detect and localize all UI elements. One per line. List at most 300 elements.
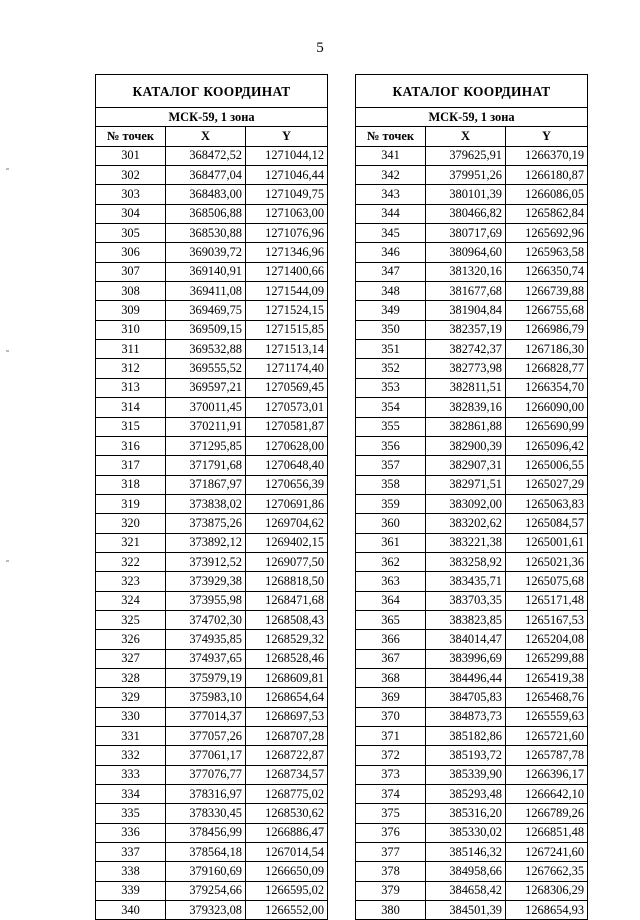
point-number-cell: 366 [356, 630, 426, 649]
y-coordinate-cell: 1266986,79 [506, 320, 588, 339]
x-coordinate-cell: 368483,00 [166, 185, 246, 204]
y-coordinate-cell: 1266370,19 [506, 146, 588, 165]
table-row [96, 146, 328, 165]
table-row [96, 340, 328, 359]
x-coordinate-cell: 371791,68 [166, 456, 246, 475]
x-coordinate-cell: 384658,42 [426, 881, 506, 900]
x-coordinate-cell: 382773,98 [426, 359, 506, 378]
table-row [356, 494, 588, 513]
table-row [356, 746, 588, 765]
table-row [96, 804, 328, 823]
point-number-cell: 358 [356, 475, 426, 494]
y-coordinate-cell: 1266595,02 [246, 881, 328, 900]
point-number-cell: 353 [356, 378, 426, 397]
y-coordinate-cell: 1271544,09 [246, 282, 328, 301]
table-row [356, 823, 588, 842]
x-coordinate-cell: 383996,69 [426, 649, 506, 668]
y-coordinate-cell: 1269077,50 [246, 552, 328, 571]
point-number-cell: 329 [96, 688, 166, 707]
point-number-cell: 356 [356, 436, 426, 455]
point-number-cell: 310 [96, 320, 166, 339]
table-row [96, 301, 328, 320]
x-coordinate-cell: 382861,88 [426, 417, 506, 436]
x-coordinate-cell: 383221,38 [426, 533, 506, 552]
x-coordinate-cell: 369509,15 [166, 320, 246, 339]
point-number-cell: 312 [96, 359, 166, 378]
margin-mark [6, 350, 9, 352]
y-coordinate-cell: 1268697,53 [246, 707, 328, 726]
table-row [356, 765, 588, 784]
table-row [356, 282, 588, 301]
table-row [356, 843, 588, 862]
table-row [356, 262, 588, 281]
y-coordinate-cell: 1271049,75 [246, 185, 328, 204]
coordinates-table-right [355, 74, 588, 920]
x-coordinate-cell: 384496,44 [426, 668, 506, 687]
table-row [96, 417, 328, 436]
table-row [356, 514, 588, 533]
y-coordinate-cell: 1271174,40 [246, 359, 328, 378]
point-number-cell: 357 [356, 456, 426, 475]
point-number-cell: 375 [356, 804, 426, 823]
x-coordinate-cell: 379254,66 [166, 881, 246, 900]
y-coordinate-cell: 1266851,48 [506, 823, 588, 842]
y-coordinate-cell: 1270656,39 [246, 475, 328, 494]
table-row [356, 417, 588, 436]
table-row [96, 591, 328, 610]
point-number-cell: 344 [356, 204, 426, 223]
point-number-cell: 318 [96, 475, 166, 494]
table-row [356, 610, 588, 629]
point-number-cell: 333 [96, 765, 166, 784]
table-row [96, 843, 328, 862]
table-row [96, 765, 328, 784]
column-header-x: X [426, 127, 506, 146]
table-row [96, 456, 328, 475]
table-body [96, 146, 328, 920]
point-number-cell: 377 [356, 843, 426, 862]
point-number-cell: 359 [356, 494, 426, 513]
point-number-cell: 347 [356, 262, 426, 281]
y-coordinate-cell: 1268508,43 [246, 610, 328, 629]
y-coordinate-cell: 1266650,09 [246, 862, 328, 881]
table-row [356, 166, 588, 185]
x-coordinate-cell: 373955,98 [166, 591, 246, 610]
y-coordinate-cell: 1268654,93 [506, 901, 588, 920]
point-number-cell: 338 [96, 862, 166, 881]
point-number-cell: 313 [96, 378, 166, 397]
point-number-cell: 378 [356, 862, 426, 881]
table-row [356, 320, 588, 339]
point-number-cell: 343 [356, 185, 426, 204]
y-coordinate-cell: 1271346,96 [246, 243, 328, 262]
y-coordinate-cell: 1268707,28 [246, 727, 328, 746]
table-row [356, 552, 588, 571]
table-row [96, 785, 328, 804]
point-number-cell: 349 [356, 301, 426, 320]
x-coordinate-cell: 368530,88 [166, 224, 246, 243]
x-coordinate-cell: 380964,60 [426, 243, 506, 262]
y-coordinate-cell: 1266828,77 [506, 359, 588, 378]
y-coordinate-cell: 1265419,38 [506, 668, 588, 687]
table-title: КАТАЛОГ КООРДИНАТ [356, 75, 588, 108]
x-coordinate-cell: 385330,02 [426, 823, 506, 842]
x-coordinate-cell: 374935,85 [166, 630, 246, 649]
x-coordinate-cell: 383435,71 [426, 572, 506, 591]
y-coordinate-cell: 1268306,29 [506, 881, 588, 900]
point-number-cell: 323 [96, 572, 166, 591]
point-number-cell: 379 [356, 881, 426, 900]
point-number-cell: 325 [96, 610, 166, 629]
point-number-cell: 365 [356, 610, 426, 629]
y-coordinate-cell: 1266086,05 [506, 185, 588, 204]
point-number-cell: 350 [356, 320, 426, 339]
y-coordinate-cell: 1265299,88 [506, 649, 588, 668]
x-coordinate-cell: 378456,99 [166, 823, 246, 842]
y-coordinate-cell: 1265559,63 [506, 707, 588, 726]
table-row [96, 649, 328, 668]
x-coordinate-cell: 380717,69 [426, 224, 506, 243]
table-row [96, 901, 328, 920]
point-number-cell: 367 [356, 649, 426, 668]
y-coordinate-cell: 1265690,99 [506, 417, 588, 436]
x-coordinate-cell: 383202,62 [426, 514, 506, 533]
table-row [356, 224, 588, 243]
point-number-cell: 380 [356, 901, 426, 920]
table-row [96, 610, 328, 629]
y-coordinate-cell: 1269402,15 [246, 533, 328, 552]
y-coordinate-cell: 1268528,46 [246, 649, 328, 668]
y-coordinate-cell: 1265963,58 [506, 243, 588, 262]
table-row [96, 494, 328, 513]
table-row [356, 436, 588, 455]
column-header-point: № точек [356, 127, 426, 146]
point-number-cell: 374 [356, 785, 426, 804]
point-number-cell: 304 [96, 204, 166, 223]
x-coordinate-cell: 371867,97 [166, 475, 246, 494]
x-coordinate-cell: 377057,26 [166, 727, 246, 746]
x-coordinate-cell: 385316,20 [426, 804, 506, 823]
y-coordinate-cell: 1271515,85 [246, 320, 328, 339]
point-number-cell: 354 [356, 398, 426, 417]
y-coordinate-cell: 1271524,15 [246, 301, 328, 320]
y-coordinate-cell: 1268609,81 [246, 668, 328, 687]
table-row [96, 378, 328, 397]
table-row [96, 668, 328, 687]
point-number-cell: 327 [96, 649, 166, 668]
table-row [96, 630, 328, 649]
point-number-cell: 364 [356, 591, 426, 610]
y-coordinate-cell: 1270691,86 [246, 494, 328, 513]
y-coordinate-cell: 1271076,96 [246, 224, 328, 243]
y-coordinate-cell: 1265084,57 [506, 514, 588, 533]
margin-mark [6, 168, 9, 170]
y-coordinate-cell: 1270573,01 [246, 398, 328, 417]
y-coordinate-cell: 1266886,47 [246, 823, 328, 842]
point-number-cell: 372 [356, 746, 426, 765]
column-header-y: Y [246, 127, 328, 146]
x-coordinate-cell: 377061,17 [166, 746, 246, 765]
y-coordinate-cell: 1268529,32 [246, 630, 328, 649]
point-number-cell: 331 [96, 727, 166, 746]
y-coordinate-cell: 1266090,00 [506, 398, 588, 417]
x-coordinate-cell: 378330,45 [166, 804, 246, 823]
table-row [356, 572, 588, 591]
table-row [356, 881, 588, 900]
y-coordinate-cell: 1268654,64 [246, 688, 328, 707]
point-number-cell: 348 [356, 282, 426, 301]
x-coordinate-cell: 380466,82 [426, 204, 506, 223]
y-coordinate-cell: 1271046,44 [246, 166, 328, 185]
y-coordinate-cell: 1267186,30 [506, 340, 588, 359]
table-row [356, 862, 588, 881]
point-number-cell: 337 [96, 843, 166, 862]
table-row [96, 436, 328, 455]
x-coordinate-cell: 379951,26 [426, 166, 506, 185]
y-coordinate-cell: 1269704,62 [246, 514, 328, 533]
y-coordinate-cell: 1270581,87 [246, 417, 328, 436]
point-number-cell: 305 [96, 224, 166, 243]
y-coordinate-cell: 1265027,29 [506, 475, 588, 494]
y-coordinate-cell: 1265204,08 [506, 630, 588, 649]
point-number-cell: 306 [96, 243, 166, 262]
column-header-x: X [166, 127, 246, 146]
x-coordinate-cell: 369140,91 [166, 262, 246, 281]
y-coordinate-cell: 1265721,60 [506, 727, 588, 746]
y-coordinate-cell: 1267241,60 [506, 843, 588, 862]
page-number: 5 [316, 40, 324, 56]
table-row [96, 707, 328, 726]
x-coordinate-cell: 369039,72 [166, 243, 246, 262]
point-number-cell: 319 [96, 494, 166, 513]
table-row [356, 456, 588, 475]
x-coordinate-cell: 374937,65 [166, 649, 246, 668]
point-number-cell: 330 [96, 707, 166, 726]
table-row [356, 707, 588, 726]
y-coordinate-cell: 1265862,84 [506, 204, 588, 223]
point-number-cell: 346 [356, 243, 426, 262]
x-coordinate-cell: 384014,47 [426, 630, 506, 649]
x-coordinate-cell: 383823,85 [426, 610, 506, 629]
y-coordinate-cell: 1268818,50 [246, 572, 328, 591]
x-coordinate-cell: 373912,52 [166, 552, 246, 571]
x-coordinate-cell: 382811,51 [426, 378, 506, 397]
x-coordinate-cell: 371295,85 [166, 436, 246, 455]
table-row [96, 282, 328, 301]
x-coordinate-cell: 377014,37 [166, 707, 246, 726]
x-coordinate-cell: 374702,30 [166, 610, 246, 629]
x-coordinate-cell: 382839,16 [426, 398, 506, 417]
point-number-cell: 320 [96, 514, 166, 533]
x-coordinate-cell: 373929,38 [166, 572, 246, 591]
y-coordinate-cell: 1266552,00 [246, 901, 328, 920]
point-number-cell: 303 [96, 185, 166, 204]
table-row [96, 862, 328, 881]
point-number-cell: 342 [356, 166, 426, 185]
table-row [96, 727, 328, 746]
margin-mark [6, 560, 9, 562]
x-coordinate-cell: 379160,69 [166, 862, 246, 881]
point-number-cell: 370 [356, 707, 426, 726]
table-row [96, 359, 328, 378]
table-row [356, 668, 588, 687]
x-coordinate-cell: 384705,83 [426, 688, 506, 707]
table-row [356, 630, 588, 649]
x-coordinate-cell: 369597,21 [166, 378, 246, 397]
y-coordinate-cell: 1266180,87 [506, 166, 588, 185]
table-row [96, 533, 328, 552]
x-coordinate-cell: 368472,52 [166, 146, 246, 165]
y-coordinate-cell: 1268530,62 [246, 804, 328, 823]
point-number-cell: 309 [96, 301, 166, 320]
table-row [356, 727, 588, 746]
x-coordinate-cell: 382900,39 [426, 436, 506, 455]
x-coordinate-cell: 385339,90 [426, 765, 506, 784]
point-number-cell: 368 [356, 668, 426, 687]
x-coordinate-cell: 369411,08 [166, 282, 246, 301]
x-coordinate-cell: 382742,37 [426, 340, 506, 359]
point-number-cell: 371 [356, 727, 426, 746]
table-row [96, 572, 328, 591]
y-coordinate-cell: 1266739,88 [506, 282, 588, 301]
y-coordinate-cell: 1265096,42 [506, 436, 588, 455]
y-coordinate-cell: 1268734,57 [246, 765, 328, 784]
x-coordinate-cell: 379625,91 [426, 146, 506, 165]
x-coordinate-cell: 375979,19 [166, 668, 246, 687]
column-header-point: № точек [96, 127, 166, 146]
table-row [96, 398, 328, 417]
coordinates-table-left [95, 74, 328, 920]
table-row [356, 785, 588, 804]
table-row [356, 688, 588, 707]
table-row [96, 688, 328, 707]
table-row [356, 804, 588, 823]
x-coordinate-cell: 384958,66 [426, 862, 506, 881]
point-number-cell: 362 [356, 552, 426, 571]
point-number-cell: 324 [96, 591, 166, 610]
point-number-cell: 322 [96, 552, 166, 571]
table-row [356, 301, 588, 320]
x-coordinate-cell: 369532,88 [166, 340, 246, 359]
point-number-cell: 316 [96, 436, 166, 455]
point-number-cell: 334 [96, 785, 166, 804]
x-coordinate-cell: 368477,04 [166, 166, 246, 185]
x-coordinate-cell: 378564,18 [166, 843, 246, 862]
table-row [356, 901, 588, 920]
table-row [96, 243, 328, 262]
x-coordinate-cell: 370011,45 [166, 398, 246, 417]
y-coordinate-cell: 1265001,61 [506, 533, 588, 552]
x-coordinate-cell: 385182,86 [426, 727, 506, 746]
point-number-cell: 369 [356, 688, 426, 707]
table-zone: МСК-59, 1 зона [96, 108, 328, 127]
table-row [96, 746, 328, 765]
table-title: КАТАЛОГ КООРДИНАТ [96, 75, 328, 108]
table-row [96, 475, 328, 494]
table-row [356, 185, 588, 204]
point-number-cell: 326 [96, 630, 166, 649]
point-number-cell: 339 [96, 881, 166, 900]
point-number-cell: 355 [356, 417, 426, 436]
x-coordinate-cell: 385146,32 [426, 843, 506, 862]
point-number-cell: 307 [96, 262, 166, 281]
table-row [96, 224, 328, 243]
y-coordinate-cell: 1266642,10 [506, 785, 588, 804]
y-coordinate-cell: 1265167,53 [506, 610, 588, 629]
x-coordinate-cell: 375983,10 [166, 688, 246, 707]
x-coordinate-cell: 373838,02 [166, 494, 246, 513]
x-coordinate-cell: 383258,92 [426, 552, 506, 571]
y-coordinate-cell: 1268775,02 [246, 785, 328, 804]
table-row [96, 552, 328, 571]
table-row [96, 185, 328, 204]
y-coordinate-cell: 1265468,76 [506, 688, 588, 707]
table-row [356, 359, 588, 378]
point-number-cell: 345 [356, 224, 426, 243]
point-number-cell: 328 [96, 668, 166, 687]
x-coordinate-cell: 381677,68 [426, 282, 506, 301]
point-number-cell: 341 [356, 146, 426, 165]
y-coordinate-cell: 1271044,12 [246, 146, 328, 165]
table-row [356, 649, 588, 668]
y-coordinate-cell: 1268471,68 [246, 591, 328, 610]
y-coordinate-cell: 1266350,74 [506, 262, 588, 281]
x-coordinate-cell: 379323,08 [166, 901, 246, 920]
table-row [356, 475, 588, 494]
table-row [96, 262, 328, 281]
x-coordinate-cell: 382357,19 [426, 320, 506, 339]
table-row [96, 204, 328, 223]
table-row [356, 146, 588, 165]
table-row [356, 204, 588, 223]
y-coordinate-cell: 1270648,40 [246, 456, 328, 475]
point-number-cell: 311 [96, 340, 166, 359]
y-coordinate-cell: 1267014,54 [246, 843, 328, 862]
table-row [356, 533, 588, 552]
y-coordinate-cell: 1265787,78 [506, 746, 588, 765]
point-number-cell: 351 [356, 340, 426, 359]
y-coordinate-cell: 1265171,48 [506, 591, 588, 610]
point-number-cell: 376 [356, 823, 426, 842]
table-row [96, 166, 328, 185]
y-coordinate-cell: 1268722,87 [246, 746, 328, 765]
x-coordinate-cell: 377076,77 [166, 765, 246, 784]
point-number-cell: 332 [96, 746, 166, 765]
x-coordinate-cell: 385293,48 [426, 785, 506, 804]
table-row [356, 243, 588, 262]
y-coordinate-cell: 1266354,70 [506, 378, 588, 397]
x-coordinate-cell: 369555,52 [166, 359, 246, 378]
y-coordinate-cell: 1265692,96 [506, 224, 588, 243]
x-coordinate-cell: 384873,73 [426, 707, 506, 726]
x-coordinate-cell: 368506,88 [166, 204, 246, 223]
table-row [356, 378, 588, 397]
point-number-cell: 301 [96, 146, 166, 165]
point-number-cell: 308 [96, 282, 166, 301]
x-coordinate-cell: 381320,16 [426, 262, 506, 281]
x-coordinate-cell: 382907,31 [426, 456, 506, 475]
table-zone: МСК-59, 1 зона [356, 108, 588, 127]
column-header-y: Y [506, 127, 588, 146]
y-coordinate-cell: 1265021,36 [506, 552, 588, 571]
point-number-cell: 352 [356, 359, 426, 378]
point-number-cell: 302 [96, 166, 166, 185]
x-coordinate-cell: 385193,72 [426, 746, 506, 765]
x-coordinate-cell: 384501,39 [426, 901, 506, 920]
y-coordinate-cell: 1265075,68 [506, 572, 588, 591]
y-coordinate-cell: 1271513,14 [246, 340, 328, 359]
table-row [356, 340, 588, 359]
